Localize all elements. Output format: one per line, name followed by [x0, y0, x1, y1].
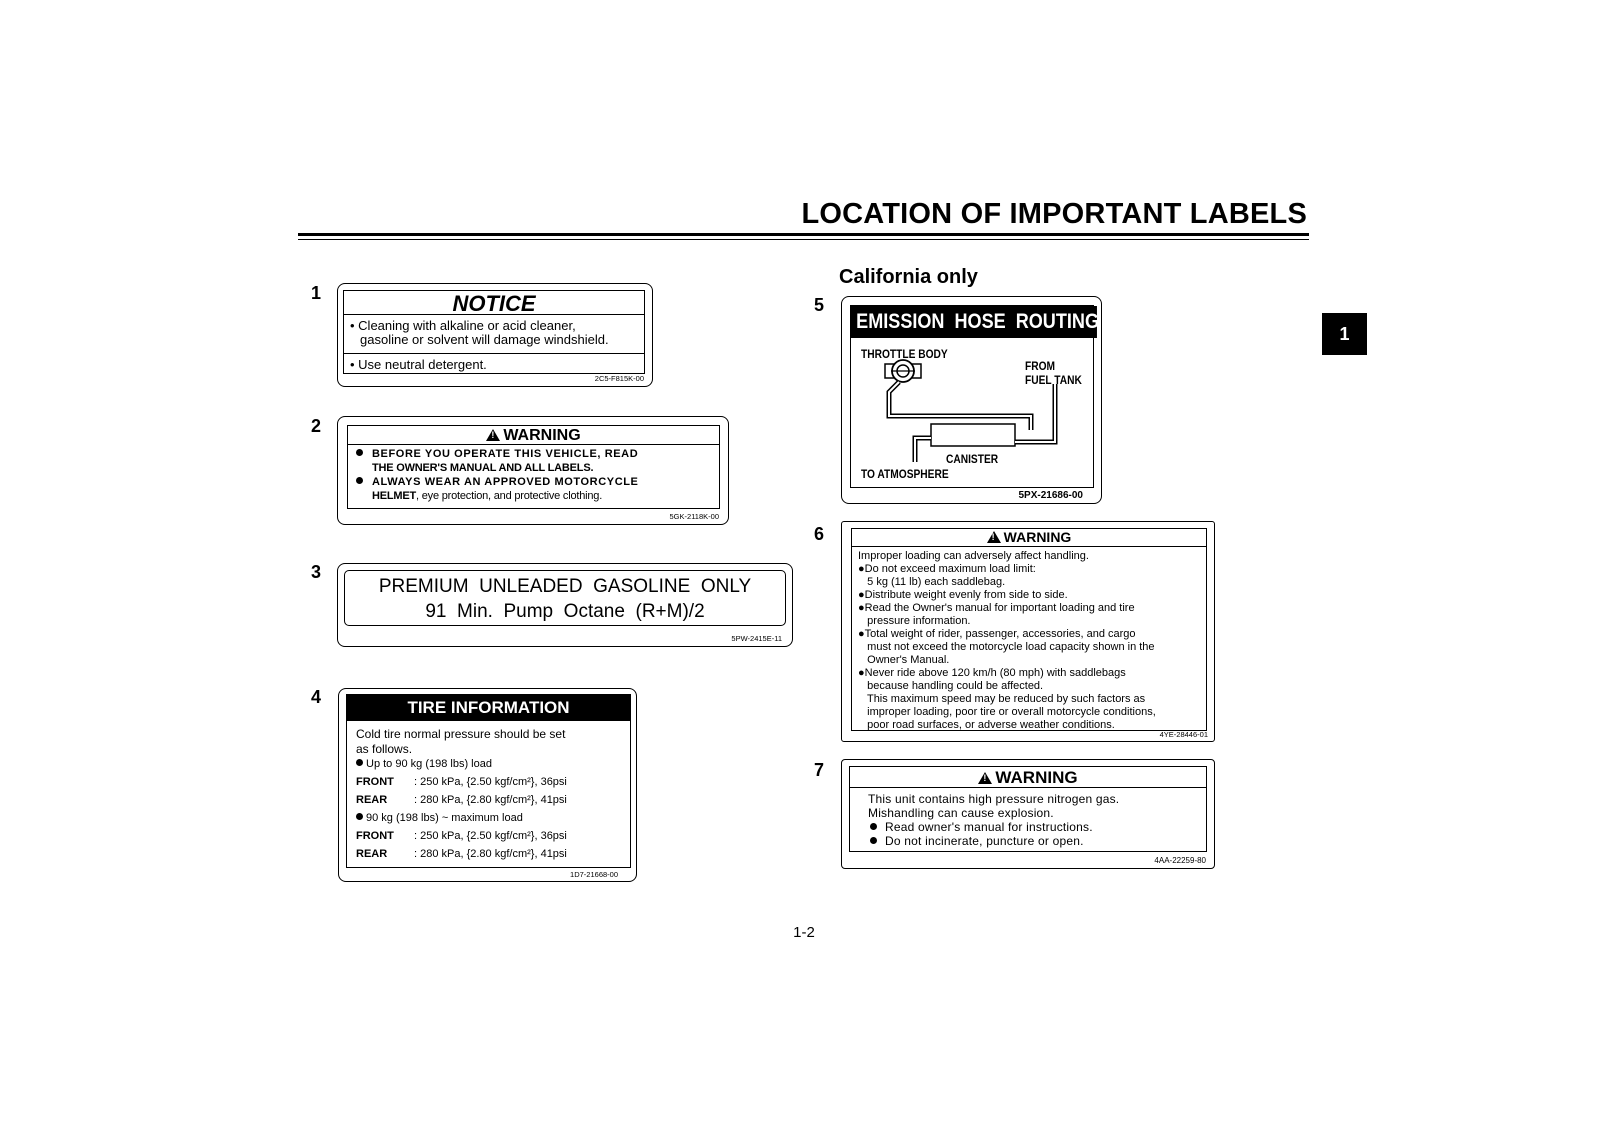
label-6-line: because handling could be affected. — [858, 680, 1044, 692]
bullet-icon — [870, 823, 877, 830]
label-6-line: Improper loading can adversely affect handling. — [858, 550, 1089, 562]
bullet-icon — [870, 837, 877, 844]
label-6-line: ●Distribute weight evenly from side to side. — [858, 589, 1068, 601]
label-3-number: 3 — [311, 562, 322, 582]
label-7-heading: WARNING — [995, 768, 1078, 787]
label-6-line: ●Do not exceed maximum load limit: — [858, 563, 1036, 575]
tire-load-1: Up to 90 kg (198 lbs) load — [366, 758, 492, 770]
label-6-line: poor road surfaces, or adverse weather conditions. — [858, 719, 1115, 731]
notice-line-2: gasoline or solvent will damage windshield. — [360, 332, 609, 347]
bullet-icon — [356, 813, 363, 820]
label-2-warning — [337, 416, 729, 525]
california-note: California only — [839, 266, 978, 288]
label-1-number: 1 — [311, 283, 322, 303]
label-6-number: 6 — [814, 524, 825, 544]
label-2-bullet-1b: THE OWNER'S MANUAL AND ALL LABELS. — [372, 462, 594, 474]
warning-triangle-icon — [978, 772, 992, 784]
label-1-code: 2C5-F815K-00 — [594, 374, 644, 383]
emission-canister: CANISTER — [946, 452, 999, 466]
label-6-warning — [841, 521, 1215, 742]
title-rule-thin — [298, 239, 1309, 240]
tire-heading: TIRE INFORMATION — [347, 695, 630, 721]
label-6-line: must not exceed the motorcycle load capacity shown in the — [858, 641, 1155, 653]
label-7-bullet-2: Do not incinerate, puncture or open. — [885, 834, 1084, 848]
label-2-bullet-2b-rest: , eye protection, and protective clothing. — [416, 490, 603, 502]
tire-front-label-2: FRONT — [356, 830, 394, 842]
tire-load-2: 90 kg (198 lbs) ~ maximum load — [366, 812, 523, 824]
label-6-line: pressure information. — [858, 615, 971, 627]
tire-front-value-2: : 250 kPa, {2.50 kgf/cm²}, 36psi — [414, 830, 567, 842]
label-5-code: 5PX-21686-00 — [1018, 490, 1083, 501]
label-6-line: improper loading, poor tire or overall motorcycle conditions, — [858, 706, 1156, 718]
label-2-number: 2 — [311, 416, 322, 436]
label-7-number: 7 — [814, 760, 825, 780]
label-6-line: 5 kg (11 lb) each saddlebag. — [858, 576, 1006, 588]
tire-intro-1: Cold tire normal pressure should be set — [356, 727, 566, 741]
label-4-code: 1D7-21668-00 — [570, 870, 618, 879]
label-2-bullet-1a: BEFORE YOU OPERATE THIS VEHICLE, READ — [372, 448, 639, 460]
label-6-code: 4YE-28446-01 — [1159, 730, 1208, 739]
tire-front-value-1: : 250 kPa, {2.50 kgf/cm²}, 36psi — [414, 776, 567, 788]
bullet-icon — [356, 449, 363, 456]
tire-front-label-1: FRONT — [356, 776, 394, 788]
emission-from: FROM — [1025, 359, 1056, 373]
notice-line-3: • Use neutral detergent. — [350, 357, 487, 372]
label-7-bullet-1: Read owner's manual for instructions. — [885, 820, 1093, 834]
title-rule-thick — [298, 233, 1309, 236]
label-5-number: 5 — [814, 295, 825, 315]
tire-rear-value-2: : 280 kPa, {2.80 kgf/cm²}, 41psi — [414, 848, 567, 860]
warning-triangle-icon — [486, 429, 500, 441]
label-2-bullet-2a: ALWAYS WEAR AN APPROVED MOTORCYCLE — [372, 476, 639, 488]
label-3-fuel — [337, 563, 793, 647]
page-number: 1-2 — [793, 924, 815, 941]
label-7-code: 4AA-22259-80 — [1154, 856, 1206, 865]
label-3-line-2: 91 Min. Pump Octane (R+M)/2 — [425, 601, 705, 622]
canister-icon — [931, 424, 1015, 446]
bullet-icon — [356, 477, 363, 484]
emission-to-atmosphere: TO ATMOSPHERE — [861, 467, 949, 481]
tire-rear-label-1: REAR — [356, 794, 388, 806]
label-6-text — [852, 547, 1206, 732]
emission-heading: EMISSION HOSE ROUTING — [851, 306, 1097, 338]
chapter-tab: 1 — [1322, 313, 1367, 355]
label-6-line: ●Total weight of rider, passenger, accessories, and cargo — [858, 628, 1136, 640]
label-6-line: Owner's Manual. — [858, 654, 950, 666]
label-6-line: ●Never ride above 120 km/h (80 mph) with saddlebags — [858, 667, 1126, 679]
label-2-code: 5GK-2118K-00 — [669, 512, 719, 521]
throttle-body-icon — [885, 360, 921, 382]
emission-fuel-tank: FUEL TANK — [1025, 373, 1082, 387]
label-6-line: ●Read the Owner's manual for important loading and tire — [858, 602, 1135, 614]
tire-rear-label-2: REAR — [356, 848, 388, 860]
label-4-number: 4 — [311, 687, 322, 707]
warning-triangle-icon — [987, 531, 1001, 543]
tire-intro-2: as follows. — [356, 742, 413, 756]
notice-heading: NOTICE — [344, 291, 644, 315]
notice-line-1: • Cleaning with alkaline or acid cleaner, — [350, 318, 576, 333]
label-6-line: This maximum speed may be reduced by such factors as — [858, 693, 1146, 705]
label-3-line-1: PREMIUM UNLEADED GASOLINE ONLY — [378, 576, 752, 597]
bullet-icon — [356, 759, 363, 766]
label-7-line-2: Mishandling can cause explosion. — [868, 806, 1054, 820]
page-title: LOCATION OF IMPORTANT LABELS — [801, 198, 1307, 230]
label-7-line-1: This unit contains high pressure nitrogen gas. — [868, 792, 1120, 806]
label-2-heading: WARNING — [503, 427, 581, 444]
label-3-code: 5PW-2415E-11 — [731, 634, 782, 643]
label-7-warning — [841, 759, 1215, 869]
label-5-emission — [841, 296, 1102, 504]
label-2-bullet-2b-bold: HELMET — [372, 490, 417, 502]
tire-rear-value-1: : 280 kPa, {2.80 kgf/cm²}, 41psi — [414, 794, 567, 806]
label-6-heading: WARNING — [1003, 529, 1072, 545]
emission-throttle-body: THROTTLE BODY — [861, 347, 948, 361]
label-4-tire — [338, 688, 637, 882]
label-1-notice — [337, 283, 653, 387]
